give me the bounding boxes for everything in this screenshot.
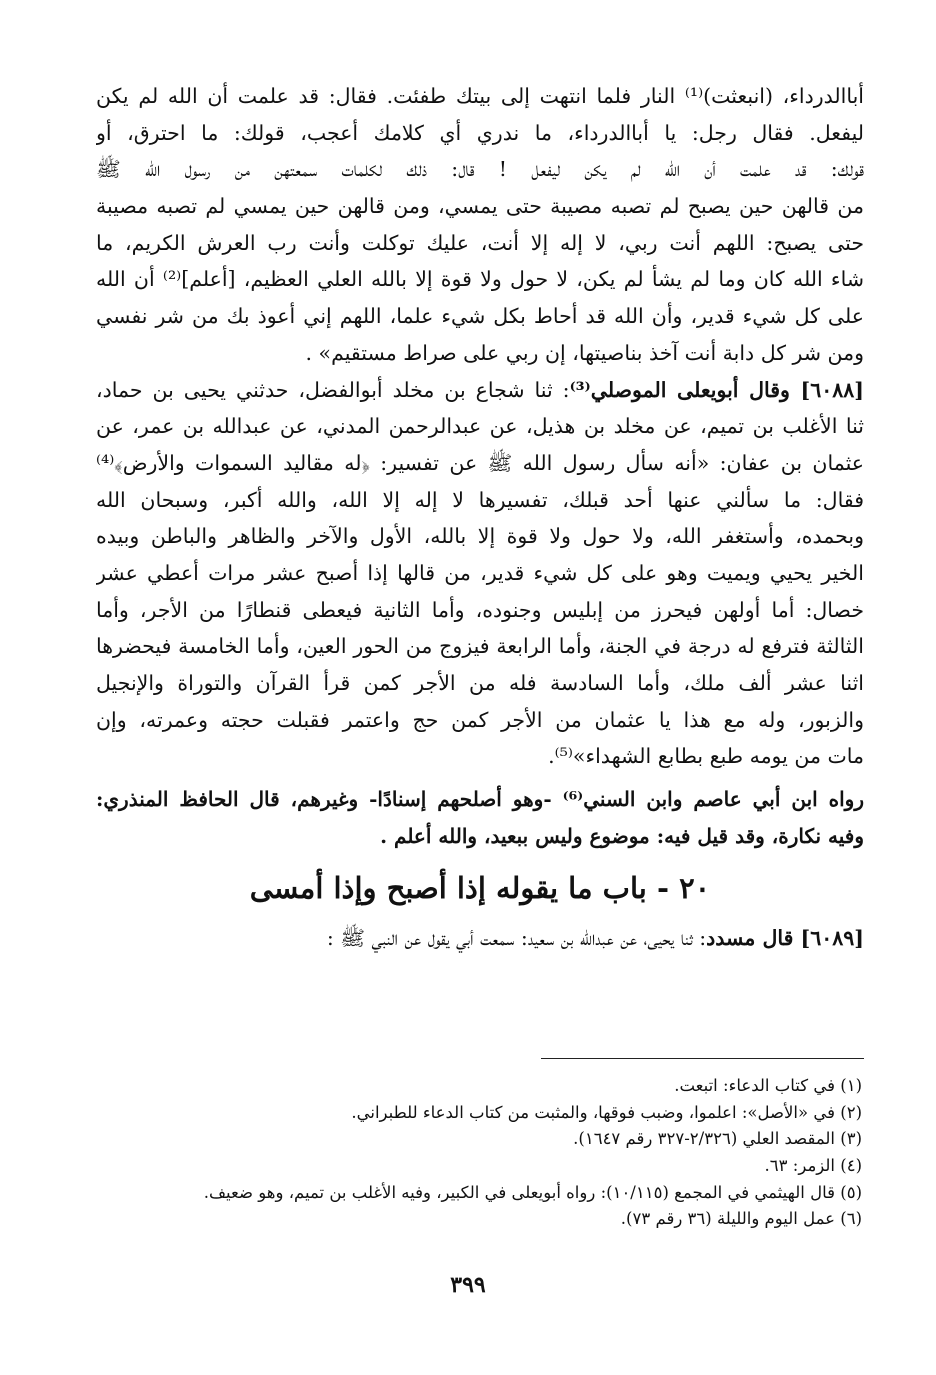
hadith-6089-rest: : ثنا يحيى، عن عبدالله بن سعيد: سمعت أبي يقول عن النبي ﷺ : xyxy=(326,926,707,951)
footnote: (٦) عمل اليوم والليلة (٣٦ رقم ٧٣). xyxy=(620,1209,862,1229)
page-number: ٣٩٩ xyxy=(450,1272,486,1298)
text-line: على كل شيء قدير، وأن الله قد أحاط بكل شيء علما، اللهم إني أعوذ بك من شر نفسي xyxy=(96,304,864,329)
text-line: أباالدرداء، (انبعثت)⁽¹⁾ النار فلما انتهت إلى بيتك طفئت. فقال: قد علمت أن الله لم يكن xyxy=(96,84,864,108)
text-line: من قالهن حين يصبح لم تصبه مصيبة حتى يمسي، ومن قالهن حين يمسي لم تصبه مصيبة xyxy=(96,194,864,219)
footnote: (٢) في «الأصل»: اعلموا، وضبب فوقها، والمثبت من كتاب الدعاء للطبراني. xyxy=(351,1102,862,1122)
page-body xyxy=(96,78,864,957)
text-line: الثالثة فترفع له درجة في الجنة، وأما الرابعة فيزوج من الحور العين، وأما الخامسة فيحضرها xyxy=(96,634,864,659)
text-line: ومن شر كل دابة أنت آخذ بناصيتها، إن ربي على صراط مستقيم» . xyxy=(305,340,864,365)
text-line: ليفعل. فقال رجل: يا أباالدرداء، ما ندري أي كلامك أعجب، قولك: ما احترق، أو xyxy=(96,120,864,145)
text-line: اثنا عشر ألف ملك، وأما السادسة فله من الأجر كمن قرأ القرآن والتوراة والإنجيل xyxy=(96,671,864,695)
text-line: مات من يومه طبع بطابع الشهداء»⁽⁵⁾. xyxy=(548,744,864,769)
footnote: (١) في كتاب الدعاء: اتبعت. xyxy=(674,1076,862,1095)
text-line: حتى يصبح: اللهم أنت ربي، لا إله إلا أنت، عليك توكلت وأنت رب العرش الكريم، ما xyxy=(96,230,864,255)
text-line: والزبور، وله مع هذا يا عثمان من الأجر كمن حج واعتمر فقبلت حجته وعمرته، وإن xyxy=(96,707,864,732)
text-line: فقال: ما سألني عنها أحد قبلك، تفسيرها لا إله إلا الله، والله أكبر، وسبحان الله xyxy=(96,487,864,512)
footnote: (٤) الزمر: ٦٣. xyxy=(764,1156,862,1176)
text-line: قولك: قد علمت أن الله لم يكن ليفعل ! قال: ذلك لكلمات سمعتهن من رسول الله ﷺ xyxy=(96,157,864,182)
text-line: خصال: أما أولهن فيحرز من إبليس وجنوده، وأما الثانية فيعطى قنطارًا من الأجر، وأما xyxy=(96,597,864,622)
hadith-6088-first-line xyxy=(96,372,864,409)
chapter-title: ٢٠ - باب ما يقوله إذا أصبح وإذا أمسى xyxy=(249,871,711,906)
text-line: وبحمده، وأستغفر الله، ولا حول ولا قوة إلا بالله، الأول والآخر والظاهر والباطن وبيده xyxy=(96,524,864,549)
hadith-6088-head: [٦٠٨٨] وقال أبويعلى الموصلي⁽³⁾ xyxy=(569,377,864,402)
hadith-6088-rest: : ثنا شجاع بن مخلد أبوالفضل، حدثني يحيى بن حماد، xyxy=(96,377,570,402)
text-line: عثمان بن عفان: «أنه سأل رسول الله ﷺ عن تفسير: ﴿له مقاليد السموات والأرض﴾⁽⁴⁾ xyxy=(96,450,864,475)
summary-line: رواه ابن أبي عاصم وابن السني⁽⁶⁾ -وهو أصلحهم إسنادًا- وغيرهم، قال الحافظ المنذري: xyxy=(96,787,864,812)
summary-line: وفيه نكارة، وقد قيل فيه: موضوع وليس ببعيد، والله أعلم . xyxy=(380,823,864,848)
footnotes xyxy=(96,1073,864,1233)
footnote-divider xyxy=(541,1058,864,1059)
summary-paragraph xyxy=(96,781,864,854)
text-line: الخير يحيي ويميت وهو على كل شيء قدير، من قالها إذا أصبح عشر مرات أعطي عشر xyxy=(96,560,864,585)
text-line: شاء الله كان وما لم يشأ لم يكن، لا حول ولا قوة إلا بالله العلي العظيم، [أعلم]⁽²⁾ أن الله xyxy=(96,267,864,292)
footnote: (٣) المقصد العلي (٢/٣٢٦-٣٢٧ رقم ١٦٤٧). xyxy=(573,1129,862,1149)
hadith-6089-head: [٦٠٨٩] قال مسدد xyxy=(706,926,864,951)
footnote: (٥) قال الهيثمي في المجمع (١٠/١١٥): رواه أبويعلى في الكبير، وفيه الأغلب بن تميم، وهو ضعيف. xyxy=(203,1182,862,1202)
hadith-6089-line xyxy=(96,920,864,957)
text-line: ثنا الأغلب بن تميم، عن مخلد بن هذيل، عن عبدالرحمن المدني، عن عبدالله بن عمر، عن xyxy=(96,414,864,439)
